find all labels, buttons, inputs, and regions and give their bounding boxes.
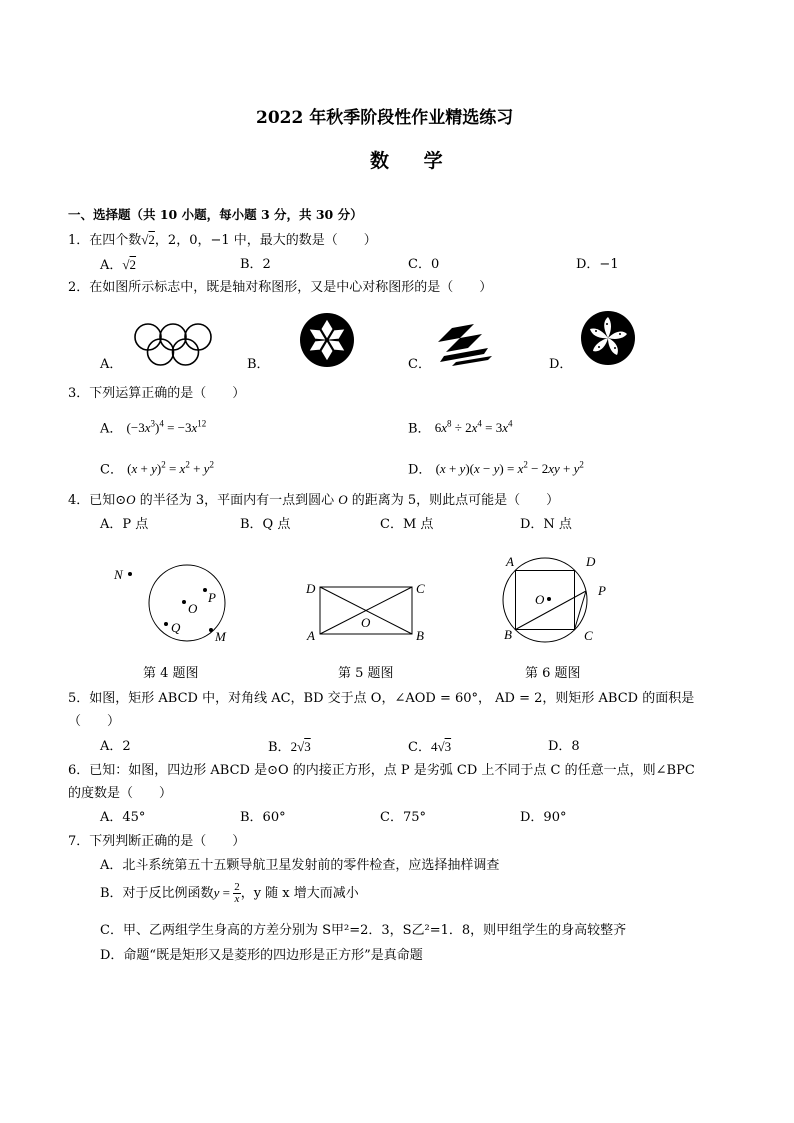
q1-option-d: D．−1 <box>576 257 619 272</box>
q5-option-b-expr: 2√3 <box>290 739 311 754</box>
q7-equals: = <box>219 885 234 900</box>
q2-option-c-label: C． <box>408 357 431 372</box>
fig5-label-b: B <box>416 628 424 642</box>
q2-option-b-label: B． <box>247 357 270 372</box>
fig5-label-d: D <box>306 581 316 596</box>
question-5-stem-line1: 5．如图，矩形 ABCD 中，对角线 AC，BD 交于点 O，∠AOD = 60°， AD = 2，则矩形 ABCD 的面积是 <box>68 691 695 706</box>
q1-rest: ，2，0，−1 中，最大的数是（ ） <box>154 233 377 248</box>
fig4-point-q <box>164 622 168 626</box>
q5-option-d: D．8 <box>548 739 580 754</box>
question-2-stem: 2．在如图所示标志中，既是轴对称图形，又是中心对称图形的是（ ） <box>68 280 493 295</box>
q5-option-b <box>268 739 311 756</box>
fig6-point-o <box>547 597 551 601</box>
q3-option-b-label: B． <box>408 421 431 437</box>
fig5-label-a: A <box>307 628 315 642</box>
fig6-segment-bp <box>516 591 587 630</box>
question-7-stem: 7．下列判断正确的是（ ） <box>68 834 246 849</box>
q4-stem-o2: O <box>338 492 348 507</box>
snowflake-diamond-logo <box>298 311 356 369</box>
q4-stem-o: O <box>126 492 136 507</box>
figure-5-rectangle <box>300 578 435 642</box>
figure-4-circle <box>108 560 243 650</box>
question-3-stem: 3．下列运算正确的是（ ） <box>68 386 246 401</box>
fig4-point-p <box>203 588 207 592</box>
q1-option-a-label: A． <box>100 258 123 273</box>
page-title: 2022 年秋季阶段性作业精选练习 <box>256 108 514 128</box>
suzuki-s-logo <box>438 322 494 366</box>
fig6-label-c: C <box>584 628 593 643</box>
fig4-label-n: N <box>114 567 123 582</box>
question-4-stem <box>68 492 559 509</box>
question-5-stem-line2: （ ） <box>68 714 121 729</box>
fig6-label-p: P <box>598 583 606 598</box>
fig4-point-n <box>128 572 132 576</box>
q4-option-b: B．Q 点 <box>240 517 291 532</box>
q3-option-a <box>100 419 206 437</box>
q4-stem-end: 的距离为 5，则此点可能是（ ） <box>347 493 560 508</box>
section-heading: 一、选择题（共 10 小题，每小题 3 分，共 30 分） <box>68 207 363 222</box>
fig4-label-m: M <box>215 629 226 644</box>
fig6-label-d: D <box>586 554 596 569</box>
q4-stem-prefix: 4．已知⊙ <box>68 493 127 508</box>
q3-option-b <box>408 419 513 437</box>
q5-option-b-label: B． <box>268 740 291 755</box>
q7-option-b <box>100 882 359 905</box>
q5-option-c <box>408 739 451 756</box>
q3-option-d-expr: $(x + y)(x - y) = x^2 - 2xy + y^2$ <box>435 460 584 477</box>
q7-fraction: $\frac{2}{x}$ <box>234 881 240 905</box>
q3-option-a-label: A． <box>100 421 123 437</box>
figure-5-caption: 第 5 题图 <box>338 666 394 681</box>
q6-option-a: A．45° <box>100 810 146 825</box>
fig4-label-o: O <box>188 601 198 616</box>
fig6-label-o: O <box>535 592 545 607</box>
q4-option-d: D．N 点 <box>520 517 572 532</box>
q4-option-a: A．P 点 <box>100 517 149 532</box>
fig5-label-o: O <box>361 615 371 630</box>
q7-option-a: A．北斗系统第五十五颗导航卫星发射前的零件检查，应选择抽样调查 <box>100 858 500 873</box>
q5-option-c-label: C． <box>408 740 431 755</box>
figure-6-caption: 第 6 题图 <box>525 666 581 681</box>
question-6-stem-line2: 的度数是（ ） <box>68 786 173 801</box>
figure-4-caption: 第 4 题图 <box>143 666 199 681</box>
fig6-label-b: B <box>504 627 512 642</box>
q4-option-c: C．M 点 <box>380 517 434 532</box>
olympic-rings-logo <box>132 322 214 370</box>
q1-option-b: B．2 <box>240 257 271 272</box>
q3-option-c-expr: $(x + y)^2 = x^2 + y^2$ <box>127 460 214 477</box>
sqrt-2: √2 <box>141 232 155 247</box>
bauhinia-flower-logo <box>580 310 636 366</box>
q7-option-b-post: ，y 随 x 增大而减小 <box>240 886 359 901</box>
q3-option-d <box>408 460 584 478</box>
q2-option-a-label: A． <box>100 357 123 372</box>
q5-option-c-expr: 4√3 <box>430 739 452 754</box>
q7-option-d: D．命题“既是矩形又是菱形的四边形是正方形”是真命题 <box>100 948 423 963</box>
q7-option-b-pre: B．对于反比例函数 <box>100 886 214 901</box>
q3-option-c <box>100 460 214 478</box>
q6-option-d: D．90° <box>520 810 567 825</box>
q5-option-a: A．2 <box>100 739 131 754</box>
fig4-label-q: Q <box>171 620 181 635</box>
fig4-point-o <box>182 600 186 604</box>
question-1-stem <box>68 232 377 249</box>
q1-option-c: C．0 <box>408 257 440 272</box>
q3-option-a-expr: $(-3x^3)^4 = -3x^{12}$ <box>126 419 207 436</box>
fig6-label-a: A <box>506 554 514 569</box>
fig5-label-c: C <box>416 581 425 596</box>
q1-option-a-sqrt: √2 <box>122 257 137 272</box>
q3-option-b-expr: $6x^8 \div 2x^4 = 3x^4$ <box>434 419 513 436</box>
q6-option-c: C．75° <box>380 810 426 825</box>
q6-option-b: B．60° <box>240 810 286 825</box>
figure-6-inscribed-square <box>498 553 616 645</box>
fig4-point-m <box>209 628 213 632</box>
q2-option-d-label: D． <box>549 357 573 372</box>
fig4-label-p: P <box>208 590 216 605</box>
fig6-square <box>516 571 575 630</box>
q4-stem-mid: 的半径为 3，平面内有一点到圆心 <box>135 493 339 508</box>
q7-option-c: C．甲、乙两组学生身高的方差分别为 S甲²=2．3，S乙²=1．8，则甲组学生的身高较整齐 <box>100 923 627 938</box>
q1-prefix: 1．在四个数 <box>68 233 142 248</box>
q3-option-d-label: D． <box>408 462 432 478</box>
subject-title: 数 学 <box>370 150 457 172</box>
question-6-stem-line1: 6．已知：如图，四边形 ABCD 是⊙O 的内接正方形，点 P 是劣弧 CD 上不同于点 C 的任意一点，则∠BPC <box>68 763 695 778</box>
q7-function-y: y <box>213 885 220 900</box>
q3-option-c-label: C． <box>100 462 123 478</box>
q1-option-a <box>100 257 136 274</box>
